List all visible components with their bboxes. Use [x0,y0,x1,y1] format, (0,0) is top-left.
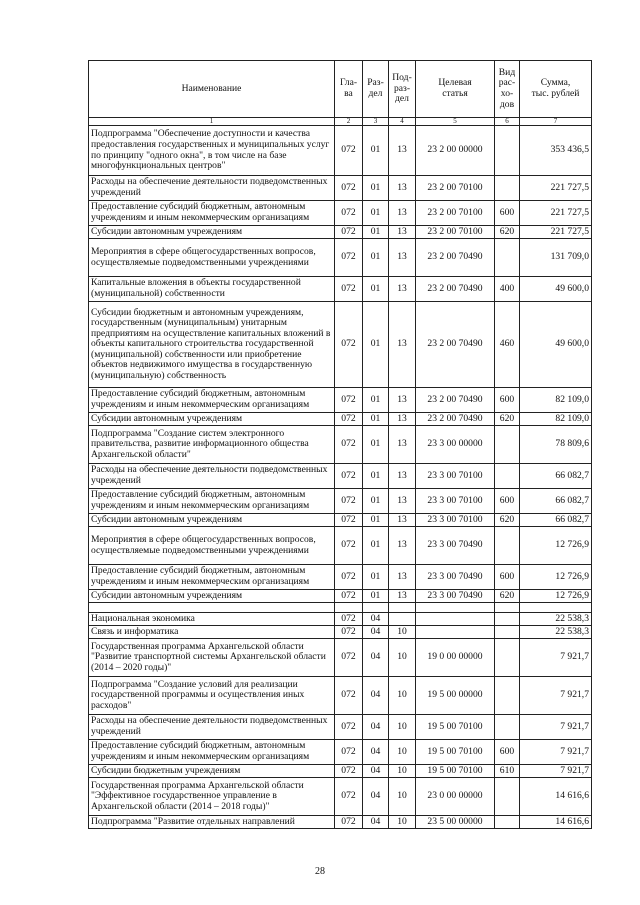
row-article: 19 5 00 70100 [416,740,495,765]
row-vid: 600 [495,388,520,413]
row-razdel: 01 [363,514,389,527]
row-name: Субсидии бюджетным и автономным учреждениям, государственным (муниципальным) унитарным предприятиям на осуществление капитальных вложений в объекты капитального строительства государственной (муниципальной) собственности или приобретение объектов недвижимого имущества в государственную (муниципальную) собственность [89,302,335,388]
row-sum: 66 082,7 [520,514,592,527]
row-razdel: 01 [363,277,389,302]
row-article: 19 5 00 70100 [416,715,495,740]
row-article: 23 2 00 70490 [416,277,495,302]
row-glava: 072 [335,626,363,639]
row-glava: 072 [335,176,363,201]
row-glava: 072 [335,778,363,816]
row-vid [495,778,520,816]
row-name: Предоставление субсидий бюджетным, автономным учреждениям и иным некоммерческим организациям [89,388,335,413]
row-sum: 49 600,0 [520,277,592,302]
row-name: Предоставление субсидий бюджетным, автономным учреждениям и иным некоммерческим организациям [89,489,335,514]
row-glava: 072 [335,302,363,388]
table-row [89,126,592,176]
row-razdel: 01 [363,239,389,277]
row-article: 23 3 00 70100 [416,514,495,527]
row-podrazdel: 10 [389,677,416,715]
row-razdel: 04 [363,677,389,715]
table-row [89,740,592,765]
row-glava: 072 [335,239,363,277]
row-vid [495,816,520,829]
row-glava: 072 [335,590,363,603]
row-name: Государственная программа Архангельской области "Развитие транспортной системы Архангельской области (2014 – 2020 годы)" [89,639,335,677]
row-podrazdel: 13 [389,302,416,388]
row-vid: 600 [495,740,520,765]
header-row [89,61,592,118]
row-vid: 620 [495,590,520,603]
row-vid [495,426,520,464]
row-podrazdel: 13 [389,388,416,413]
row-razdel: 01 [363,426,389,464]
row-sum: 49 600,0 [520,302,592,388]
column-number: 2 [335,118,363,126]
row-article: 23 2 00 70490 [416,302,495,388]
row-article: 23 2 00 70100 [416,176,495,201]
row-article: 23 3 00 70100 [416,464,495,489]
row-article: 23 3 00 00000 [416,426,495,464]
row-podrazdel: 13 [389,590,416,603]
row-name: Субсидии бюджетным учреждениям [89,765,335,778]
table-row [89,226,592,239]
row-razdel: 01 [363,489,389,514]
row-article: 23 2 00 00000 [416,126,495,176]
row-sum: 12 726,9 [520,590,592,603]
row-vid: 400 [495,277,520,302]
row-article: 23 2 00 70100 [416,201,495,226]
row-glava: 072 [335,277,363,302]
row-article: 23 2 00 70100 [416,226,495,239]
table-row [89,590,592,603]
row-podrazdel: 10 [389,626,416,639]
column-number: 3 [363,118,389,126]
row-glava: 072 [335,613,363,626]
row-glava: 072 [335,514,363,527]
table-row [89,565,592,590]
row-razdel: 01 [363,302,389,388]
row-name: Подпрограмма "Обеспечение доступности и качества предоставления государственных и муниципальных услуг по принципу "одного окна", в том числе на базе многофункциональных центров" [89,126,335,176]
table-row [89,715,592,740]
row-name: Связь и информатика [89,626,335,639]
row-sum: 7 921,7 [520,639,592,677]
row-razdel: 01 [363,590,389,603]
row-sum: 221 727,5 [520,201,592,226]
row-sum: 221 727,5 [520,226,592,239]
row-podrazdel [389,603,416,613]
row-razdel: 01 [363,176,389,201]
row-razdel: 04 [363,765,389,778]
row-vid [495,715,520,740]
row-sum: 14 616,6 [520,816,592,829]
row-name: Предоставление субсидий бюджетным, автономным учреждениям и иным некоммерческим организациям [89,201,335,226]
row-podrazdel: 10 [389,765,416,778]
column-number: 4 [389,118,416,126]
row-name: Национальная экономика [89,613,335,626]
row-article: 23 3 00 70490 [416,590,495,603]
row-name: Расходы на обеспечение деятельности подведомственных учреждений [89,176,335,201]
column-number: 5 [416,118,495,126]
header-podrazdel: Под- раз- дел [389,61,416,118]
header-glava: Гла- ва [335,61,363,118]
row-glava: 072 [335,565,363,590]
row-podrazdel: 13 [389,126,416,176]
row-name [89,603,335,613]
row-vid [495,239,520,277]
row-article [416,603,495,613]
row-vid: 600 [495,565,520,590]
row-article: 23 0 00 00000 [416,778,495,816]
row-sum [520,603,592,613]
row-glava: 072 [335,677,363,715]
row-name: Подпрограмма "Создание систем электронного правительства, развитие информационного общества Архангельской области" [89,426,335,464]
row-podrazdel: 13 [389,239,416,277]
row-glava: 072 [335,816,363,829]
table-body [89,126,592,829]
header-article: Целевая статья [416,61,495,118]
row-sum: 12 726,9 [520,527,592,565]
row-podrazdel: 10 [389,639,416,677]
row-razdel: 01 [363,388,389,413]
row-article [416,626,495,639]
row-sum: 353 436,5 [520,126,592,176]
row-article: 19 0 00 00000 [416,639,495,677]
row-glava: 072 [335,426,363,464]
row-podrazdel [389,613,416,626]
column-number: 7 [520,118,592,126]
row-article: 23 2 00 70490 [416,388,495,413]
row-name: Предоставление субсидий бюджетным, автономным учреждениям и иным некоммерческим организациям [89,740,335,765]
row-glava: 072 [335,388,363,413]
row-sum: 14 616,6 [520,778,592,816]
row-glava: 072 [335,639,363,677]
row-podrazdel: 13 [389,527,416,565]
row-razdel: 01 [363,527,389,565]
row-glava: 072 [335,126,363,176]
column-number-row [89,118,592,126]
row-sum: 22 538,3 [520,626,592,639]
row-glava: 072 [335,765,363,778]
row-razdel: 04 [363,626,389,639]
page-number: 28 [315,866,325,877]
row-sum: 7 921,7 [520,740,592,765]
row-name: Подпрограмма "Создание условий для реализации государственной программы и осуществления иных расходов" [89,677,335,715]
row-vid [495,603,520,613]
row-podrazdel: 10 [389,740,416,765]
row-razdel: 04 [363,740,389,765]
row-name: Мероприятия в сфере общегосударственных вопросов, осуществляемые подведомственными учреждениями [89,239,335,277]
row-vid [495,677,520,715]
row-name: Субсидии автономным учреждениям [89,413,335,426]
table-row [89,489,592,514]
table-row [89,239,592,277]
row-name: Субсидии автономным учреждениям [89,514,335,527]
row-name: Расходы на обеспечение деятельности подведомственных учреждений [89,715,335,740]
row-razdel: 01 [363,464,389,489]
row-vid: 600 [495,201,520,226]
table-row [89,677,592,715]
row-podrazdel: 13 [389,277,416,302]
row-sum: 7 921,7 [520,715,592,740]
table-row [89,426,592,464]
row-article: 23 2 00 70490 [416,239,495,277]
table-row [89,464,592,489]
row-razdel: 01 [363,413,389,426]
row-vid: 620 [495,226,520,239]
row-name: Капитальные вложения в объекты государственной (муниципальной) собственности [89,277,335,302]
header-name: Наименование [89,61,335,118]
row-razdel: 01 [363,201,389,226]
row-podrazdel: 13 [389,565,416,590]
row-podrazdel: 13 [389,413,416,426]
row-podrazdel: 13 [389,426,416,464]
table-row [89,816,592,829]
row-vid: 600 [495,489,520,514]
row-article: 23 5 00 00000 [416,816,495,829]
row-name: Субсидии автономным учреждениям [89,226,335,239]
row-razdel: 04 [363,613,389,626]
header-vid: Вид рас- хо- дов [495,61,520,118]
row-vid: 610 [495,765,520,778]
row-glava: 072 [335,413,363,426]
table-row [89,302,592,388]
row-name: Мероприятия в сфере общегосударственных вопросов, осуществляемые подведомственными учреждениями [89,527,335,565]
row-sum: 82 109,0 [520,413,592,426]
row-name: Подпрограмма "Развитие отдельных направлений [89,816,335,829]
table-row [89,603,592,613]
row-podrazdel: 13 [389,201,416,226]
row-vid: 620 [495,413,520,426]
row-vid [495,639,520,677]
table-row [89,778,592,816]
row-vid [495,613,520,626]
row-glava: 072 [335,226,363,239]
row-podrazdel: 10 [389,816,416,829]
column-number: 6 [495,118,520,126]
row-glava: 072 [335,489,363,514]
row-sum: 22 538,3 [520,613,592,626]
row-podrazdel: 13 [389,226,416,239]
row-vid [495,626,520,639]
row-vid [495,176,520,201]
row-article: 23 2 00 70490 [416,413,495,426]
table-row [89,613,592,626]
row-sum: 12 726,9 [520,565,592,590]
row-razdel [363,603,389,613]
table-row [89,527,592,565]
row-razdel: 04 [363,778,389,816]
table-row [89,639,592,677]
row-name: Субсидии автономным учреждениям [89,590,335,603]
row-vid: 460 [495,302,520,388]
table-row [89,626,592,639]
row-article: 23 3 00 70490 [416,527,495,565]
row-podrazdel: 10 [389,715,416,740]
header-razdel: Раз- дел [363,61,389,118]
column-number: 1 [89,118,335,126]
row-glava: 072 [335,464,363,489]
row-sum: 131 709,0 [520,239,592,277]
table-row [89,765,592,778]
row-glava: 072 [335,201,363,226]
row-glava: 072 [335,740,363,765]
row-vid [495,126,520,176]
row-razdel: 01 [363,126,389,176]
row-glava: 072 [335,527,363,565]
row-sum: 66 082,7 [520,489,592,514]
row-sum: 82 109,0 [520,388,592,413]
row-name: Предоставление субсидий бюджетным, автономным учреждениям и иным некоммерческим организациям [89,565,335,590]
row-article: 23 3 00 70490 [416,565,495,590]
table-row [89,277,592,302]
table-row [89,201,592,226]
row-razdel: 04 [363,715,389,740]
table-row [89,413,592,426]
row-name: Расходы на обеспечение деятельности подведомственных учреждений [89,464,335,489]
row-razdel: 01 [363,226,389,239]
row-article [416,613,495,626]
table-row [89,388,592,413]
row-sum: 7 921,7 [520,677,592,715]
row-razdel: 04 [363,639,389,677]
row-article: 19 5 00 00000 [416,677,495,715]
row-glava: 072 [335,715,363,740]
row-sum: 78 809,6 [520,426,592,464]
row-vid [495,527,520,565]
row-vid: 620 [495,514,520,527]
row-podrazdel: 13 [389,514,416,527]
table-row [89,514,592,527]
row-razdel: 01 [363,565,389,590]
row-razdel: 04 [363,816,389,829]
row-vid [495,464,520,489]
row-sum: 66 082,7 [520,464,592,489]
row-sum: 7 921,7 [520,765,592,778]
row-article: 23 3 00 70100 [416,489,495,514]
header-sum: Сумма, тыс. рублей [520,61,592,118]
row-name: Государственная программа Архангельской области "Эффективное государственное управление в Архангельской области (2014 – 2018 годы)" [89,778,335,816]
budget-table [88,60,592,829]
row-podrazdel: 10 [389,778,416,816]
row-article: 19 5 00 70100 [416,765,495,778]
row-podrazdel: 13 [389,464,416,489]
row-sum: 221 727,5 [520,176,592,201]
row-podrazdel: 13 [389,176,416,201]
row-glava [335,603,363,613]
row-podrazdel: 13 [389,489,416,514]
table-row [89,176,592,201]
